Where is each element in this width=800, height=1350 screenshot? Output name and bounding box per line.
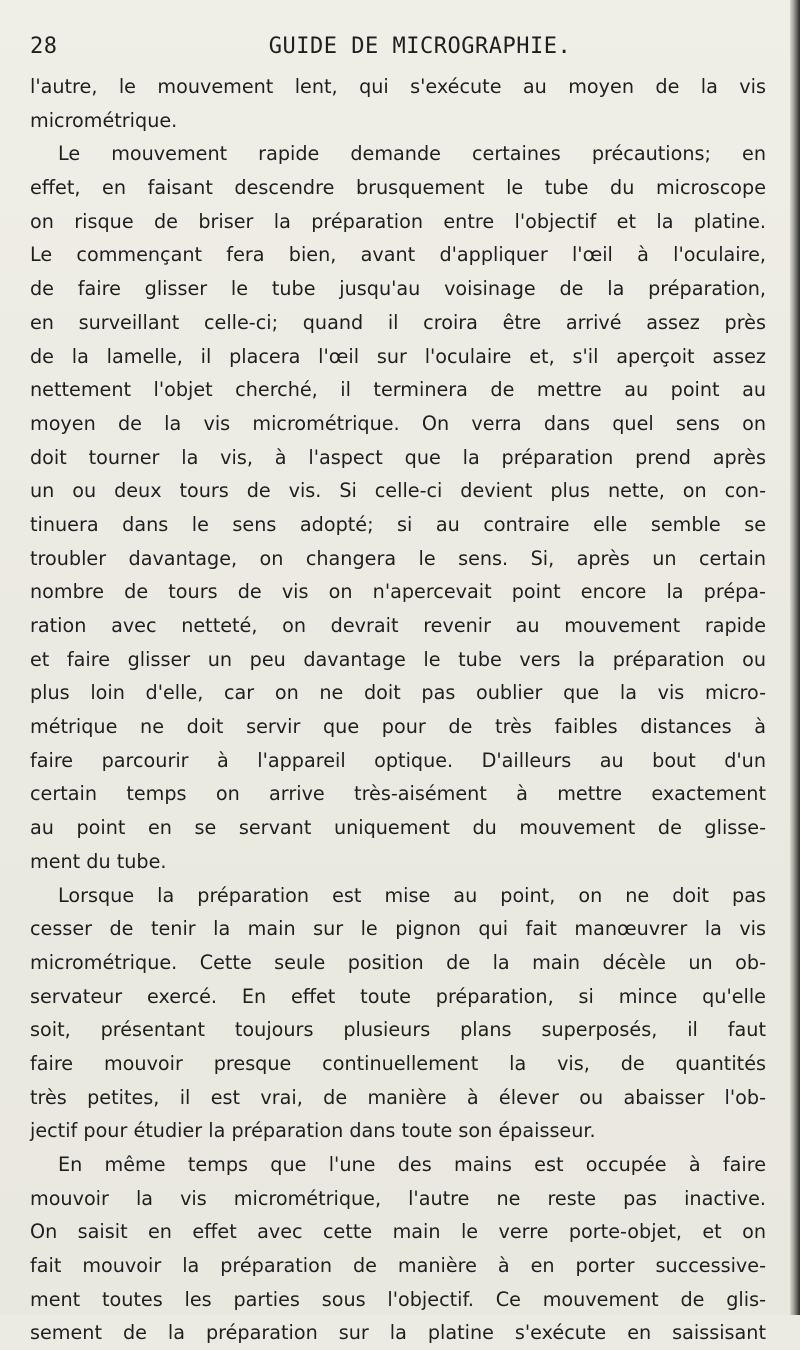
text-line: ment du tube.: [30, 849, 167, 873]
page-number: 28: [30, 34, 58, 59]
text-line: micrométrique. Cette seule position de la main décèle un ob-: [30, 950, 766, 974]
text-line: certain temps on arrive très-aisément à mettre exactement: [30, 782, 766, 806]
text-line: faire mouvoir presque continuellement la vis, de quantités: [30, 1051, 766, 1075]
text-line: au point en se servant uniquement du mouvement de glisse-: [30, 816, 766, 840]
text-line: doit tourner la vis, à l'aspect que la préparation prend après: [30, 445, 766, 469]
body-text: [30, 70, 766, 1350]
paragraph: [30, 879, 766, 1149]
text-line: faire parcourir à l'appareil optique. D'ailleurs au bout d'un: [30, 748, 766, 772]
text-line: jectif pour étudier la préparation dans toute son épaisseur.: [30, 1119, 596, 1143]
text-line: tinuera dans le sens adopté; si au contraire elle semble se: [30, 512, 766, 536]
text-line: Lorsque la préparation est mise au point, on ne doit pas: [58, 883, 766, 907]
text-line: sement de la préparation sur la platine s'exécute en saissisant: [30, 1321, 766, 1345]
text-line: métrique ne doit servir que pour de très faibles distances à: [30, 715, 766, 739]
text-line: soit, présentant toujours plusieurs plans superposés, il faut: [30, 1018, 766, 1042]
text-line: l'autre, le mouvement lent, qui s'exécute au moyen de la vis: [30, 75, 766, 98]
text-line: On saisit en effet avec cette main le verre porte-objet, et on: [30, 1220, 766, 1244]
page-header: [30, 34, 760, 74]
text-line: Le mouvement rapide demande certaines précautions; en: [58, 142, 766, 166]
text-line: en surveillant celle-ci; quand il croira être arrivé assez près: [30, 310, 766, 334]
text-line: En même temps que l'une des mains est occupée à faire: [58, 1153, 766, 1176]
text-line: de faire glisser le tube jusqu'au voisinage de la préparation,: [30, 277, 766, 301]
text-line: on risque de briser la préparation entre l'objectif et la platine.: [30, 209, 766, 233]
text-line: mouvoir la vis micrométrique, l'autre ne reste pas inactive.: [30, 1186, 766, 1210]
text-line: servateur exercé. En effet toute préparation, si mince qu'elle: [30, 984, 766, 1008]
running-title: GUIDE DE MICROGRAPHIE.: [268, 34, 572, 59]
page-edge-shadow: [790, 0, 800, 1315]
text-line: de la lamelle, il placera l'œil sur l'oculaire et, s'il aperçoit assez: [30, 344, 766, 368]
text-line: fait mouvoir la préparation de manière à en porter successive-: [30, 1254, 766, 1278]
paragraph: [30, 1148, 766, 1350]
paragraph: [30, 70, 766, 137]
text-line: ment toutes les parties sous l'objectif. Ce mouvement de glis-: [30, 1287, 766, 1311]
text-line: nettement l'objet cherché, il terminera de mettre au point au: [30, 378, 766, 402]
text-line: micrométrique.: [30, 108, 178, 132]
text-line: plus loin d'elle, car on ne doit pas oublier que la vis micro-: [30, 681, 766, 705]
text-line: effet, en faisant descendre brusquement le tube du microscope: [30, 176, 766, 200]
paragraph: [30, 137, 766, 878]
text-line: nombre de tours de vis on n'apercevait point encore la prépa-: [30, 580, 766, 604]
text-line: moyen de la vis micrométrique. On verra dans quel sens on: [30, 411, 766, 435]
text-line: et faire glisser un peu davantage le tube vers la préparation ou: [30, 647, 766, 671]
text-line: très petites, il est vrai, de manière à élever ou abaisser l'ob-: [30, 1085, 766, 1109]
text-line: ration avec netteté, on devrait revenir au mouvement rapide: [30, 614, 766, 637]
text-line: troubler davantage, on changera le sens. Si, après un certain: [30, 546, 766, 570]
text-line: Le commençant fera bien, avant d'appliquer l'œil à l'oculaire,: [30, 243, 766, 267]
text-line: cesser de tenir la main sur le pignon qui fait manœuvrer la vis: [30, 917, 766, 941]
text-line: un ou deux tours de vis. Si celle-ci devient plus nette, on con-: [30, 479, 766, 503]
